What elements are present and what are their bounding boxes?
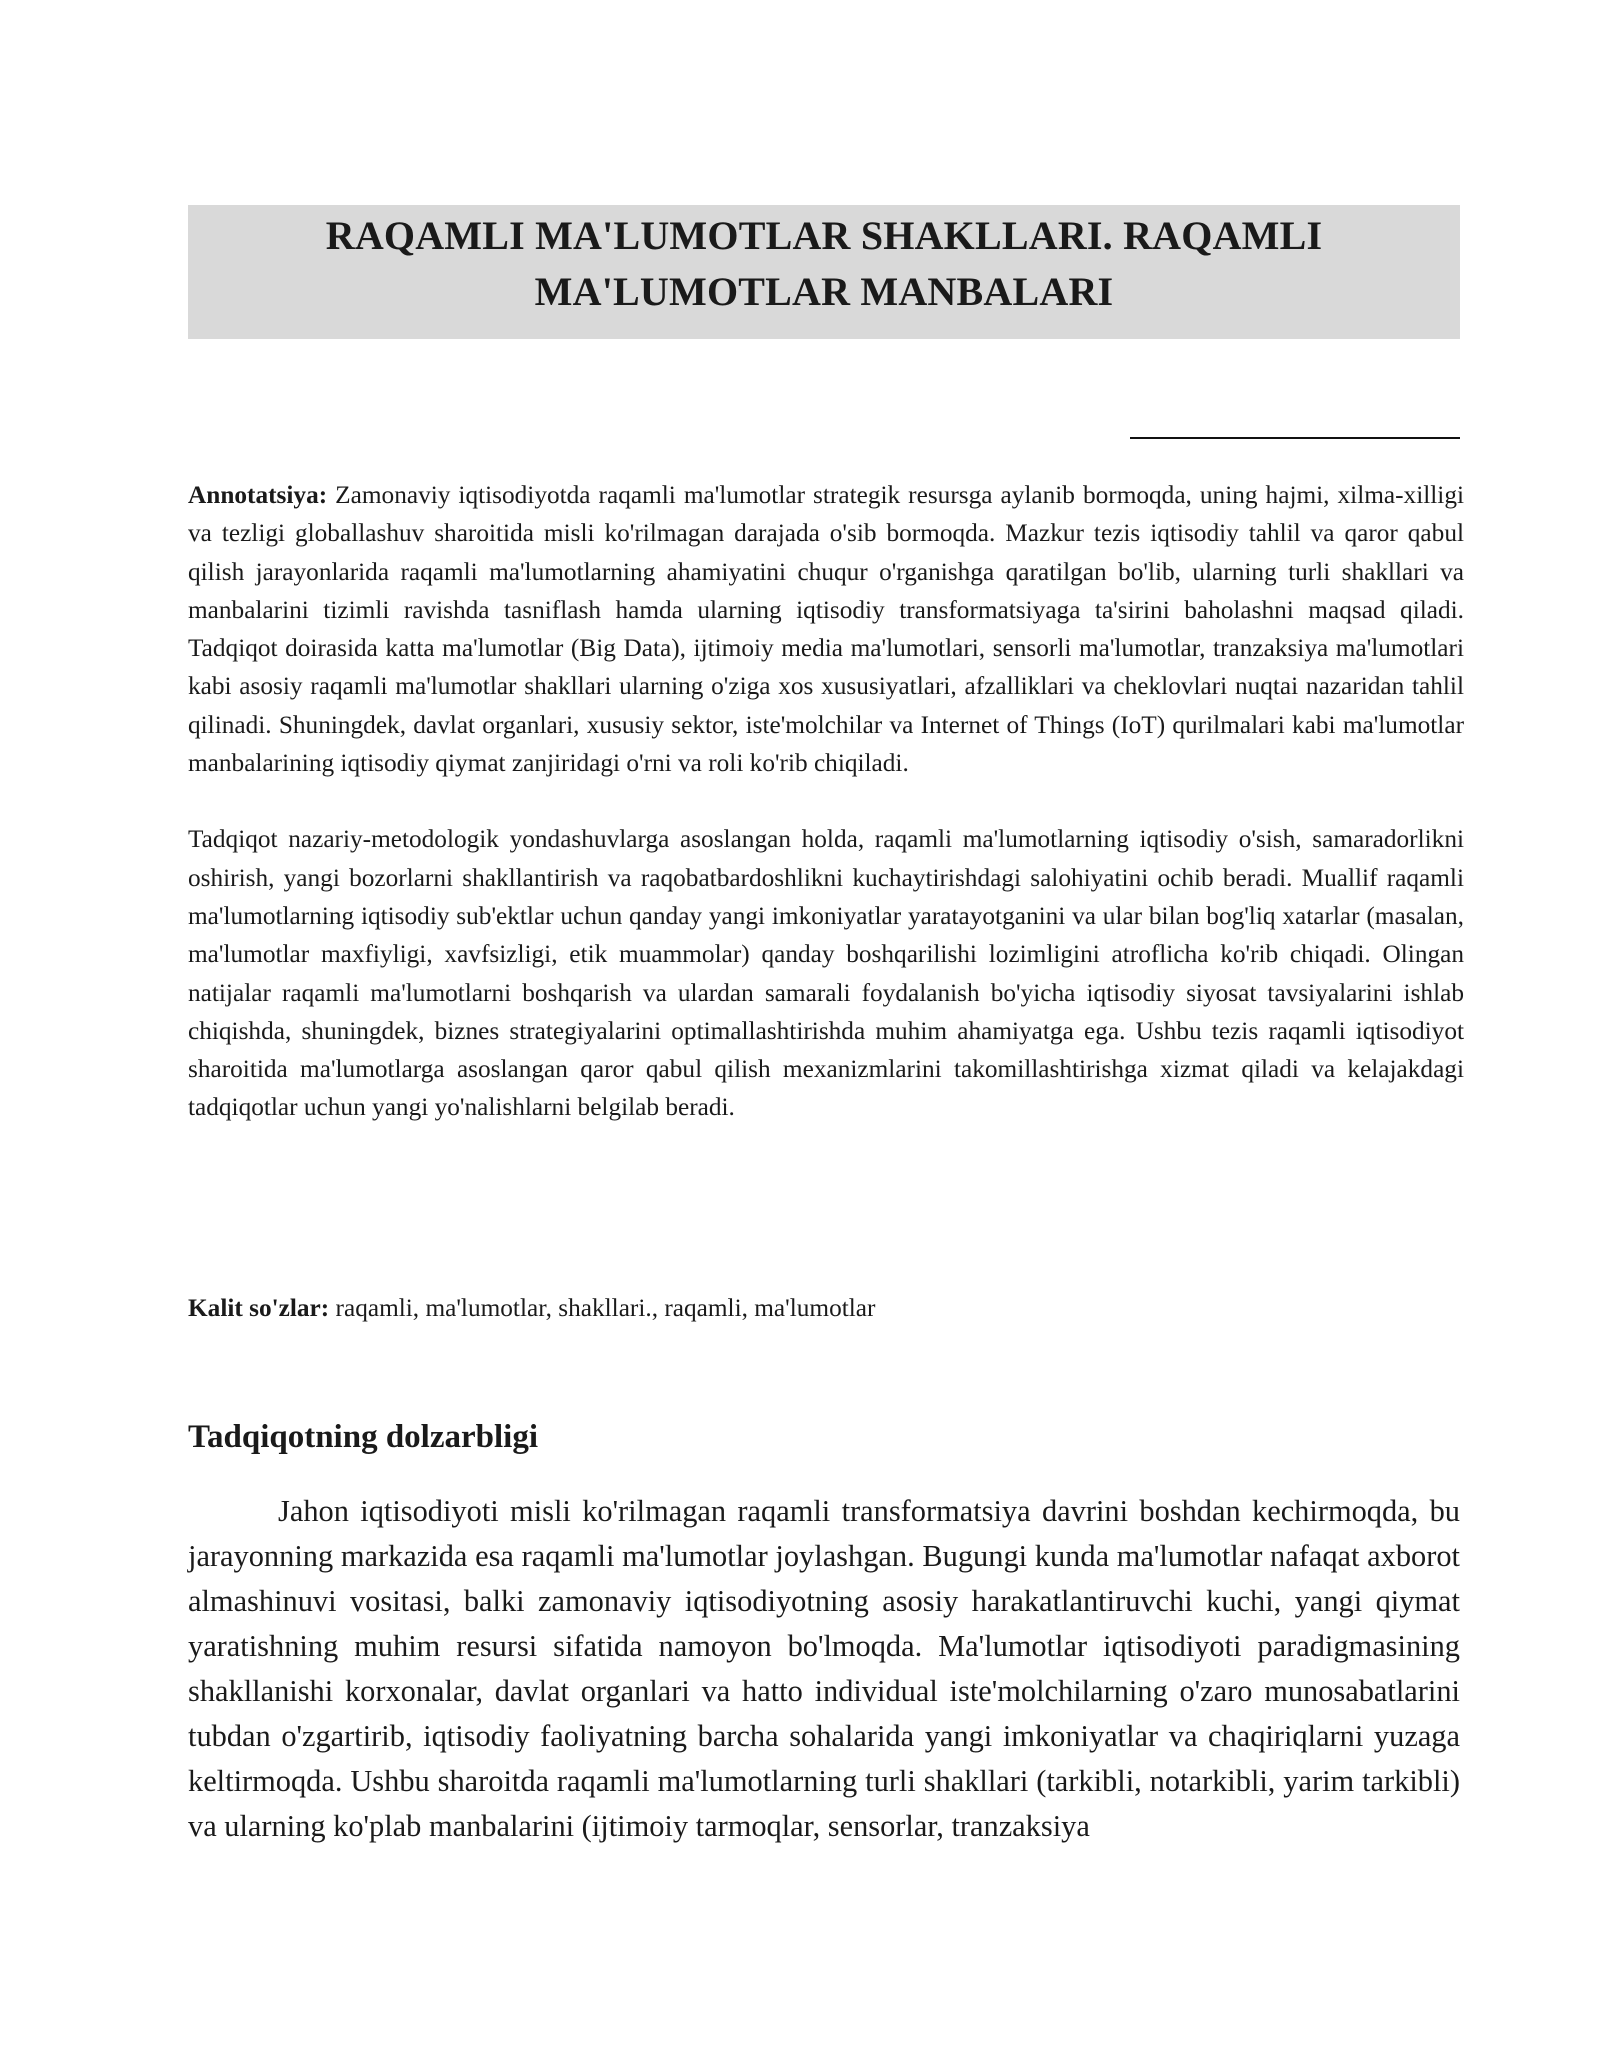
keywords-label: Kalit so'zlar: (188, 1294, 330, 1322)
title-line-1: RAQAMLI MA'LUMOTLAR SHAKLLARI. RAQAMLI (325, 213, 1323, 258)
author-signature-line (1130, 437, 1460, 439)
section-heading: Tadqiqotning dolzarbligi (188, 1419, 538, 1455)
keywords-value: raqamli, ma'lumotlar, shakllari., raqamli, ma'lumotlar (329, 1294, 876, 1322)
title-banner (188, 205, 1460, 339)
abstract-label: Annotatsiya: (188, 481, 328, 509)
abstract-paragraph-1 (188, 476, 1464, 782)
abstract-text-1: Zamonaviy iqtisodiyotda raqamli ma'lumotlar strategik resursga aylanib bormoqda, uning hajmi, xilma-xilligi va tezligi globallashuv sharoitida misli ko'rilmagan darajada o'sib bormoqda. Mazkur tezis iqtisodiy tahlil va qaror qabul qilish jarayonlarida raqamli ma'lumotlarning ahamiyatini chuqur o'rganishga qaratilgan bo'lib, ularning turli shakllari va manbalarini tizimli ravishda tasniflash hamda ularning iqtisodiy transformatsiyaga ta'sirini baholashni maqsad qiladi. Tadqiqot doirasida katta ma'lumotlar (Big Data), ijtimoiy media ma'lumotlari, sensorli ma'lumotlar, tranzaksiya ma'lumotlari kabi asosiy raqamli ma'lumotlar shakllari ularning o'ziga xos xususiyatlari, afzalliklari va cheklovlari nuqtai nazaridan tahlil qilinadi. Shuningdek, davlat organlari, xususiy sektor, iste'molchilar va Internet of Things (IoT) qurilmalari kabi ma'lumotlar manbalarining iqtisodiy qiymat zanjiridagi o'rni va roli ko'rib chiqiladi. (188, 481, 1464, 778)
keywords (188, 1289, 1464, 1327)
abstract (188, 476, 1464, 1127)
abstract-paragraph-2: Tadqiqot nazariy-metodologik yondashuvlarga asoslangan holda, raqamli ma'lumotlarning iqtisodiy o'sish, samaradorlikni oshirish, yangi bozorlarni shakllantirish va raqobatbardoshlikni kuchaytirishdagi salohiyatini ochib beradi. Muallif raqamli ma'lumotlarning iqtisodiy sub'ektlar uchun qanday yangi imkoniyatlar yaratayotganini va ular bilan bog'liq xatarlar (masalan, ma'lumotlar maxfiyligi, xavfsizligi, etik muammolar) qanday boshqarilishi lozimligini atroflicha ko'rib chiqadi. Olingan natijalar raqamli ma'lumotlarni boshqarish va ulardan samarali foydalanish bo'yicha iqtisodiy siyosat tavsiyalarini ishlab chiqishda, shuningdek, biznes strategiyalarini optimallashtirishda muhim ahamiyatga ega. Ushbu tezis raqamli iqtisodiyot sharoitida ma'lumotlarga asoslangan qaror qabul qilish mexanizmlarini takomillashtirishga xizmat qiladi va kelajakdagi tadqiqotlar uchun yangi yo'nalishlarni belgilab beradi. (188, 825, 1464, 1122)
section-body-paragraph: Jahon iqtisodiyoti misli ko'rilmagan raqamli transformatsiya davrini boshdan kechirmoqda, bu jarayonning markazida esa raqamli ma'lumotlar joylashgan. Bugungi kunda ma'lumotlar nafaqat axborot almashinuvi vositasi, balki zamonaviy iqtisodiyotning asosiy harakatlantiruvchi kuchi, yangi qiymat yaratishning muhim resursi sifatida namoyon bo'lmoqda. Ma'lumotlar iqtisodiyoti paradigmasining shakllanishi korxonalar, davlat organlari va hatto individual iste'molchilarning o'zaro munosabatlarini tubdan o'zgartirib, iqtisodiy faoliyatning barcha sohalarida yangi imkoniyatlar va chaqiriqlarni yuzaga keltirmoqda. Ushbu sharoitda raqamli ma'lumotlarning turli shakllari (tarkibli, notarkibli, yarim tarkibli) va ularning ko'plab manbalarini (ijtimoiy tarmoqlar, sensorlar, tranzaksiya (188, 1494, 1460, 1843)
title-line-2: MA'LUMOTLAR MANBALARI (534, 269, 1114, 314)
